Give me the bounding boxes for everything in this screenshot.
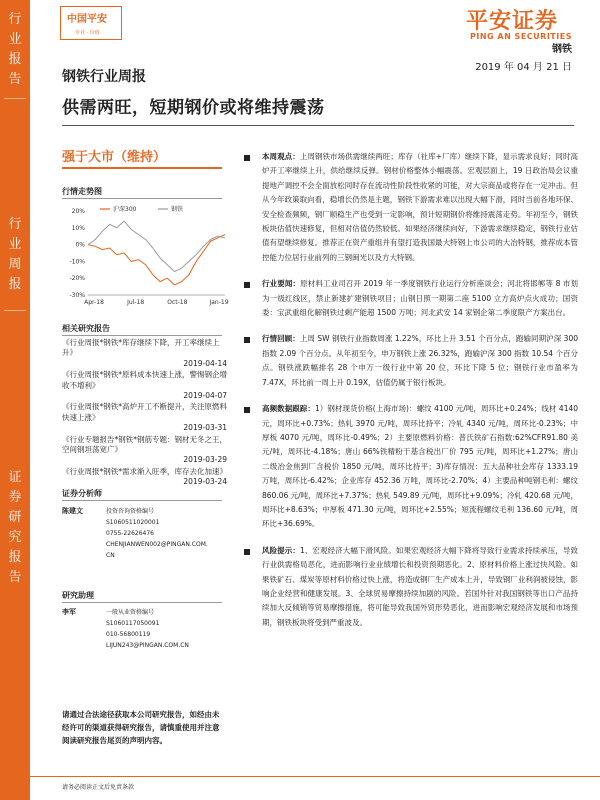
sidebar-label-securities-research xyxy=(0,468,30,588)
ping-an-securities-logo: 平安证券 xyxy=(466,9,559,34)
x-tick-label: Jan-19 xyxy=(209,299,229,306)
analyst-info-line: 投资咨询资格编号 xyxy=(106,508,155,515)
bullet-square-icon xyxy=(244,407,250,413)
y-tick-label: 10% xyxy=(71,224,85,232)
rating-underline xyxy=(62,167,222,169)
header-divider xyxy=(62,125,574,126)
analyst-info-line: 0755-22626476 xyxy=(106,530,154,537)
assistant-info-line: 一般从业资格编号 xyxy=(106,609,155,616)
sidebar-char: 证 xyxy=(8,470,22,485)
related-report[interactable] xyxy=(62,402,227,433)
rating-label: 强于大市（维持） xyxy=(62,150,167,165)
related-report-date: 2019-03-24 xyxy=(183,477,227,487)
trend-chart-svg xyxy=(60,203,230,313)
section-market-review xyxy=(238,332,578,390)
section-hf-data xyxy=(238,402,578,532)
analyst-email[interactable]: CHENJIANWEN002@PINGAN.COM. xyxy=(106,541,208,548)
section-risk xyxy=(238,544,578,630)
x-tick-label: Oct-18 xyxy=(167,299,188,306)
section-viewpoint xyxy=(238,150,578,265)
series-line-steel xyxy=(88,221,225,271)
legend-label: 沪深300 xyxy=(113,206,137,213)
series-line-csi300 xyxy=(88,235,225,285)
section-heading: 行情回顾： xyxy=(262,334,300,344)
section-heading: 风险提示： xyxy=(262,545,300,555)
analyst-card xyxy=(62,506,232,572)
section-text: 1、宏观经济大幅下滑风险。如果宏观经济大幅下降将导致行业需求持续承压，导致行业供需格局恶化，进而影响行业业绩增长和投资预期恶化。2、原材料价格上涨过快风险。如果铁矿石、煤炭等原材料价格过快上涨，将造成钢厂生产成本上升，导致钢厂业利润被侵蚀，影响企业经营和健康发展。3、全球贸易摩擦持续加剧的风险。若国外针对我国钢铁等出口产品持续加大反倾销等贸易摩擦措施，将可能导致我国外贸形势恶化，进而影响宏观经济发展和市场预期，钢铁板块将受到严重波及。 xyxy=(262,545,579,627)
related-report-title: 《行业周报*钢铁*原料成本快速上涨，警惕钢企增收不增利》 xyxy=(62,370,227,390)
section-heading: 本周观点： xyxy=(262,152,300,161)
report-date: 2019 年 04 月 21 日 xyxy=(475,62,572,73)
legend-label: 钢铁 xyxy=(171,206,184,213)
section-text: 上周 SW 钢铁行业指数周涨 1.22%，环比上升 3.51 个百分点，跑输同期沪深 300 指数 2.09 个百分点。从年初至今，申万钢铁上涨 26.32%，跑输沪深 300 指数 10.54 个百分点。钢铁涨跌幅排名 28 个申万一级行业中第 20 位，环比下降 5 位；钢铁行业市盈率为 7.47X，环比前一周上升 0.19X，估值仍属于银行板块。 xyxy=(262,334,579,387)
related-report[interactable] xyxy=(62,467,227,488)
sidebar xyxy=(0,0,30,800)
assistant-card xyxy=(62,607,232,659)
section-divider xyxy=(62,198,222,199)
ping-an-logo-small xyxy=(60,6,122,40)
sidebar-char: 告 xyxy=(8,570,22,585)
related-report-title: 《行业专题报告*钢铁*钢筋专题：钢材无冬之王，空间钢坦荡宽广》 xyxy=(62,434,227,455)
y-tick-label: -20% xyxy=(69,275,85,283)
related-report-title: 《行业周报*钢铁*库存继续下降，开工率继续上升》 xyxy=(62,338,220,358)
related-report-date: 2019-04-07 xyxy=(183,391,227,401)
bullet-square-icon xyxy=(244,549,250,555)
section-heading: 高频数据跟踪： xyxy=(262,404,315,414)
report-type: 钢铁行业周报 xyxy=(62,69,146,85)
sidebar-char: 究 xyxy=(8,530,22,545)
page-title: 供需两旺，短期钢价或将维持震荡 xyxy=(62,98,325,118)
sidebar-char: 业 xyxy=(8,32,22,47)
logo-sub-text: 专业 · 价值 xyxy=(75,30,100,36)
assistant-info xyxy=(106,607,231,651)
footer-divider xyxy=(30,776,600,777)
trend-title: 行情走势图 xyxy=(62,187,102,196)
y-tick-label: -10% xyxy=(69,258,85,266)
related-report-date: 2019-03-29 xyxy=(183,455,227,465)
section-text: 原材料工业司召开 2019 年一季度钢铁行业运行分析座谈会；河北将邯郸等 8 市划为一级红线区，禁止新建扩建钢铁项目；山钢日照一期第二座 5100 立方高炉点火成功；国资委：宝武重组化解钢铁过剩产能超 1500 万吨；河北武安 14 家钢企第二季度限产方案出台。 xyxy=(262,279,578,318)
ping-an-securities-logo-en: PING AN SECURITIES xyxy=(470,32,572,41)
assistant-info-line: 010-56800119 xyxy=(106,631,151,638)
sidebar-char: 业 xyxy=(8,237,22,252)
section-text: 上周钢铁市场供需继续两旺；库存（社库+厂库）继续下降，显示需求良好；同时高炉开工率继续上升，供给继续反弹。钢材价格整体小幅震荡。宏观层面上，19 日政治局会议重提地产调控不会全面放松同时存在流动性阶段性收紧的可能，对大宗商品或将存在一定冲击。但从今年政策取向看，稳增长仍然是主题，钢铁下游需求难以出现大幅下滑，同时当前各地环保、安全检查频频，钢厂顺稳生产也受到一定影响，预计短期钢价将维持震荡走势。年初至今，钢铁板块估值快速修复，但相对估值仍然较低。如果经济继续向好，下游需求继续稳定，钢铁行业估值有望继续修复。推荐正在资产重组并有望打造我国最大特钢上市公司的大冶特钢，推荐成本管控能力位居行业前列的三钢闽光以及方大特钢。 xyxy=(262,152,578,262)
sidebar-char: 行 xyxy=(8,12,22,27)
sidebar-divider xyxy=(4,310,26,311)
analyst-info xyxy=(106,506,231,561)
sidebar-char: 报 xyxy=(8,277,22,292)
bullet-square-icon xyxy=(244,282,250,288)
sidebar-char: 报 xyxy=(8,52,22,67)
related-report[interactable] xyxy=(62,435,227,466)
trend-chart xyxy=(60,203,230,313)
related-report-title: 《行业周报*钢铁*高炉开工不断提升，关注原燃料快速上涨》 xyxy=(62,402,227,422)
analyst-email-cont: CN xyxy=(106,552,115,559)
analyst-title: 证券分析师 xyxy=(62,489,102,498)
related-reports-list xyxy=(62,338,227,489)
sidebar-char: 报 xyxy=(8,550,22,565)
analyst-name: 陈建文 xyxy=(62,507,83,515)
x-tick-label: Apr-18 xyxy=(84,299,104,306)
y-tick-label: 0% xyxy=(75,241,85,249)
analyst-info-line: S1060511020001 xyxy=(106,519,160,526)
related-report[interactable] xyxy=(62,370,227,401)
main-content xyxy=(238,150,578,630)
sector-label: 钢铁 xyxy=(552,44,572,55)
bullet-square-icon xyxy=(244,337,250,343)
y-tick-label: 20% xyxy=(71,208,85,215)
related-report-date: 2019-04-14 xyxy=(183,358,227,368)
section-divider xyxy=(62,602,222,603)
related-report-date: 2019-03-31 xyxy=(183,423,227,433)
assistant-title: 研究助理 xyxy=(62,591,94,600)
sidebar-char: 行 xyxy=(8,217,22,232)
sidebar-char: 研 xyxy=(8,510,22,525)
section-divider xyxy=(62,335,222,336)
section-divider xyxy=(62,500,222,501)
bullet-square-icon xyxy=(244,155,250,161)
sidebar-divider xyxy=(4,98,26,99)
related-report-title: 《行业周报*钢铁*需求渐入旺季，库存去化加速》 xyxy=(62,466,227,476)
related-report[interactable] xyxy=(62,338,227,369)
related-title: 相关研究报告 xyxy=(62,324,110,333)
footer-disclaimer: 请务必阅读正文后免责条款 xyxy=(62,784,135,791)
assistant-email[interactable]: LIJUN243@PINGAN.COM.CN xyxy=(106,642,189,649)
assistant-name: 李军 xyxy=(62,608,76,616)
section-heading: 行业要闻： xyxy=(262,279,301,289)
section-news xyxy=(238,277,578,320)
section-text: 1）钢材现货价格(上海市场)：螺纹 4100 元/吨，周环比+0.24%；线材 4140 元，周环比+0.73%；热轧 3970 元/吨，周环比持平；冷轧 4340 元/吨，周环比-0.23%；中厚板 4070 元/吨，周环比-0.49%；2）主要原燃料价格：普氏铁矿石指数:62%CFR91.80 美元/吨，周环比-4.18%；唐山 66%铁精粉干基含税出厂价 795 元/吨，周环比+1.27%；唐山二级冶金焦到厂含税价 1850 元/吨，周环比持平；3)库存情况：五大品种社会库存 1333.19 万吨，周环比-6.42%；企业库存 452.36 万吨，周环比-2.70%；4）主要品种吨钢毛利：螺纹 860.06 元/吨，周环比+7.37%；热轧 549.89 元/吨，周环比+9.09%；冷轧 420.68 元/吨，周环比+8.63%；中厚板 471.30 元/吨，周环比+2.55%；短流程螺纹毛利 136.60 元/吨，周环比+36.69%。 xyxy=(262,404,579,529)
sidebar-char: 周 xyxy=(8,257,22,272)
sidebar-label-industry-report xyxy=(0,10,30,90)
sidebar-char: 券 xyxy=(8,490,22,505)
y-tick-label: -30% xyxy=(69,292,85,299)
logo-brand-text: 中国平安 xyxy=(67,14,107,25)
disclaimer: 请通过合法途径获取本公司研究报告，如经由未经许可的渠道获得研究报告，请慎重使用并注意阅读研究报告尾页的声明内容。 xyxy=(62,710,220,745)
sidebar-char: 告 xyxy=(8,72,22,87)
x-tick-label: Jul-18 xyxy=(127,299,145,306)
assistant-info-line: S1060117050091 xyxy=(106,620,160,627)
sidebar-label-weekly xyxy=(0,215,30,295)
